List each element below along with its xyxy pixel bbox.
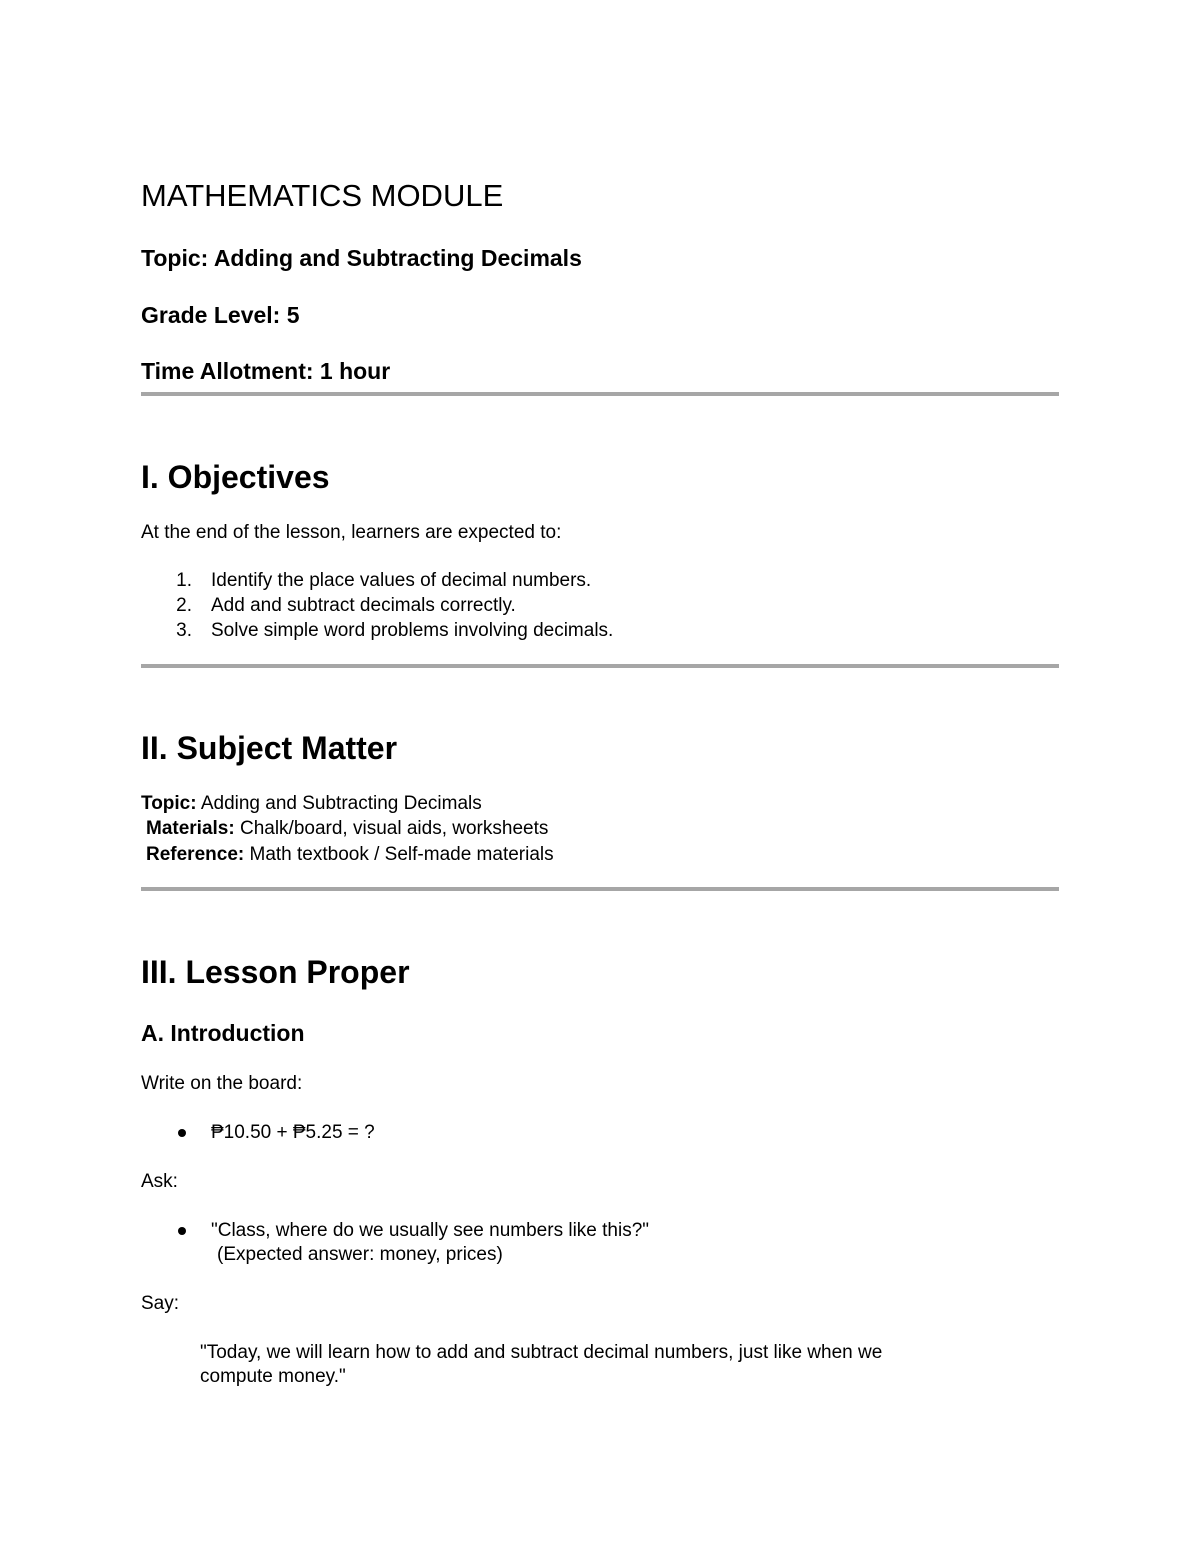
say-label: Say: bbox=[141, 1293, 180, 1314]
topic-line: Topic: Adding and Subtracting Decimals bbox=[141, 245, 582, 271]
materials-value: Chalk/board, visual aids, worksheets bbox=[239, 818, 549, 839]
objectives-heading: I. Objectives bbox=[141, 459, 330, 495]
write-label: Write on the board: bbox=[141, 1073, 303, 1094]
objectives-intro: At the end of the lesson, learners are expected to: bbox=[141, 522, 562, 543]
objective-item: Solve simple word problems involving decimals. bbox=[211, 620, 614, 641]
list-marker: 3. bbox=[176, 620, 192, 641]
bullet-icon bbox=[178, 1227, 186, 1235]
divider bbox=[141, 887, 1059, 891]
ask-question: "Class, where do we usually see numbers like this?" bbox=[211, 1220, 650, 1241]
materials-label: Materials: bbox=[146, 818, 235, 839]
expected-answer: (Expected answer: money, prices) bbox=[217, 1244, 503, 1265]
subject-topic-label: Topic: bbox=[141, 793, 197, 814]
divider bbox=[141, 664, 1059, 668]
time-allotment-line: Time Allotment: 1 hour bbox=[141, 358, 391, 384]
lesson-proper-heading: III. Lesson Proper bbox=[141, 954, 410, 990]
list-marker: 1. bbox=[176, 570, 192, 591]
say-quote-line: compute money." bbox=[200, 1366, 346, 1387]
reference-value: Math textbook / Self-made materials bbox=[249, 844, 554, 865]
subject-topic-value: Adding and Subtracting Decimals bbox=[200, 793, 482, 814]
objective-item: Identify the place values of decimal numbers. bbox=[211, 570, 592, 591]
subject-matter-heading: II. Subject Matter bbox=[141, 730, 398, 766]
materials-line bbox=[146, 816, 548, 841]
board-expression: ₱10.50 + ₱5.25 = ? bbox=[211, 1122, 375, 1143]
objective-item: Add and subtract decimals correctly. bbox=[211, 595, 516, 616]
list-marker: 2. bbox=[176, 595, 192, 616]
introduction-heading: A. Introduction bbox=[141, 1020, 305, 1046]
divider bbox=[141, 392, 1059, 396]
subject-topic-line bbox=[141, 791, 482, 816]
ask-label: Ask: bbox=[141, 1171, 178, 1192]
reference-label: Reference: bbox=[146, 844, 245, 865]
grade-level-line: Grade Level: 5 bbox=[141, 302, 300, 328]
reference-line bbox=[146, 842, 554, 867]
module-title: MATHEMATICS MODULE bbox=[141, 178, 504, 213]
say-quote-line: "Today, we will learn how to add and subtract decimal numbers, just like when we bbox=[200, 1342, 883, 1363]
bullet-icon bbox=[178, 1129, 186, 1137]
